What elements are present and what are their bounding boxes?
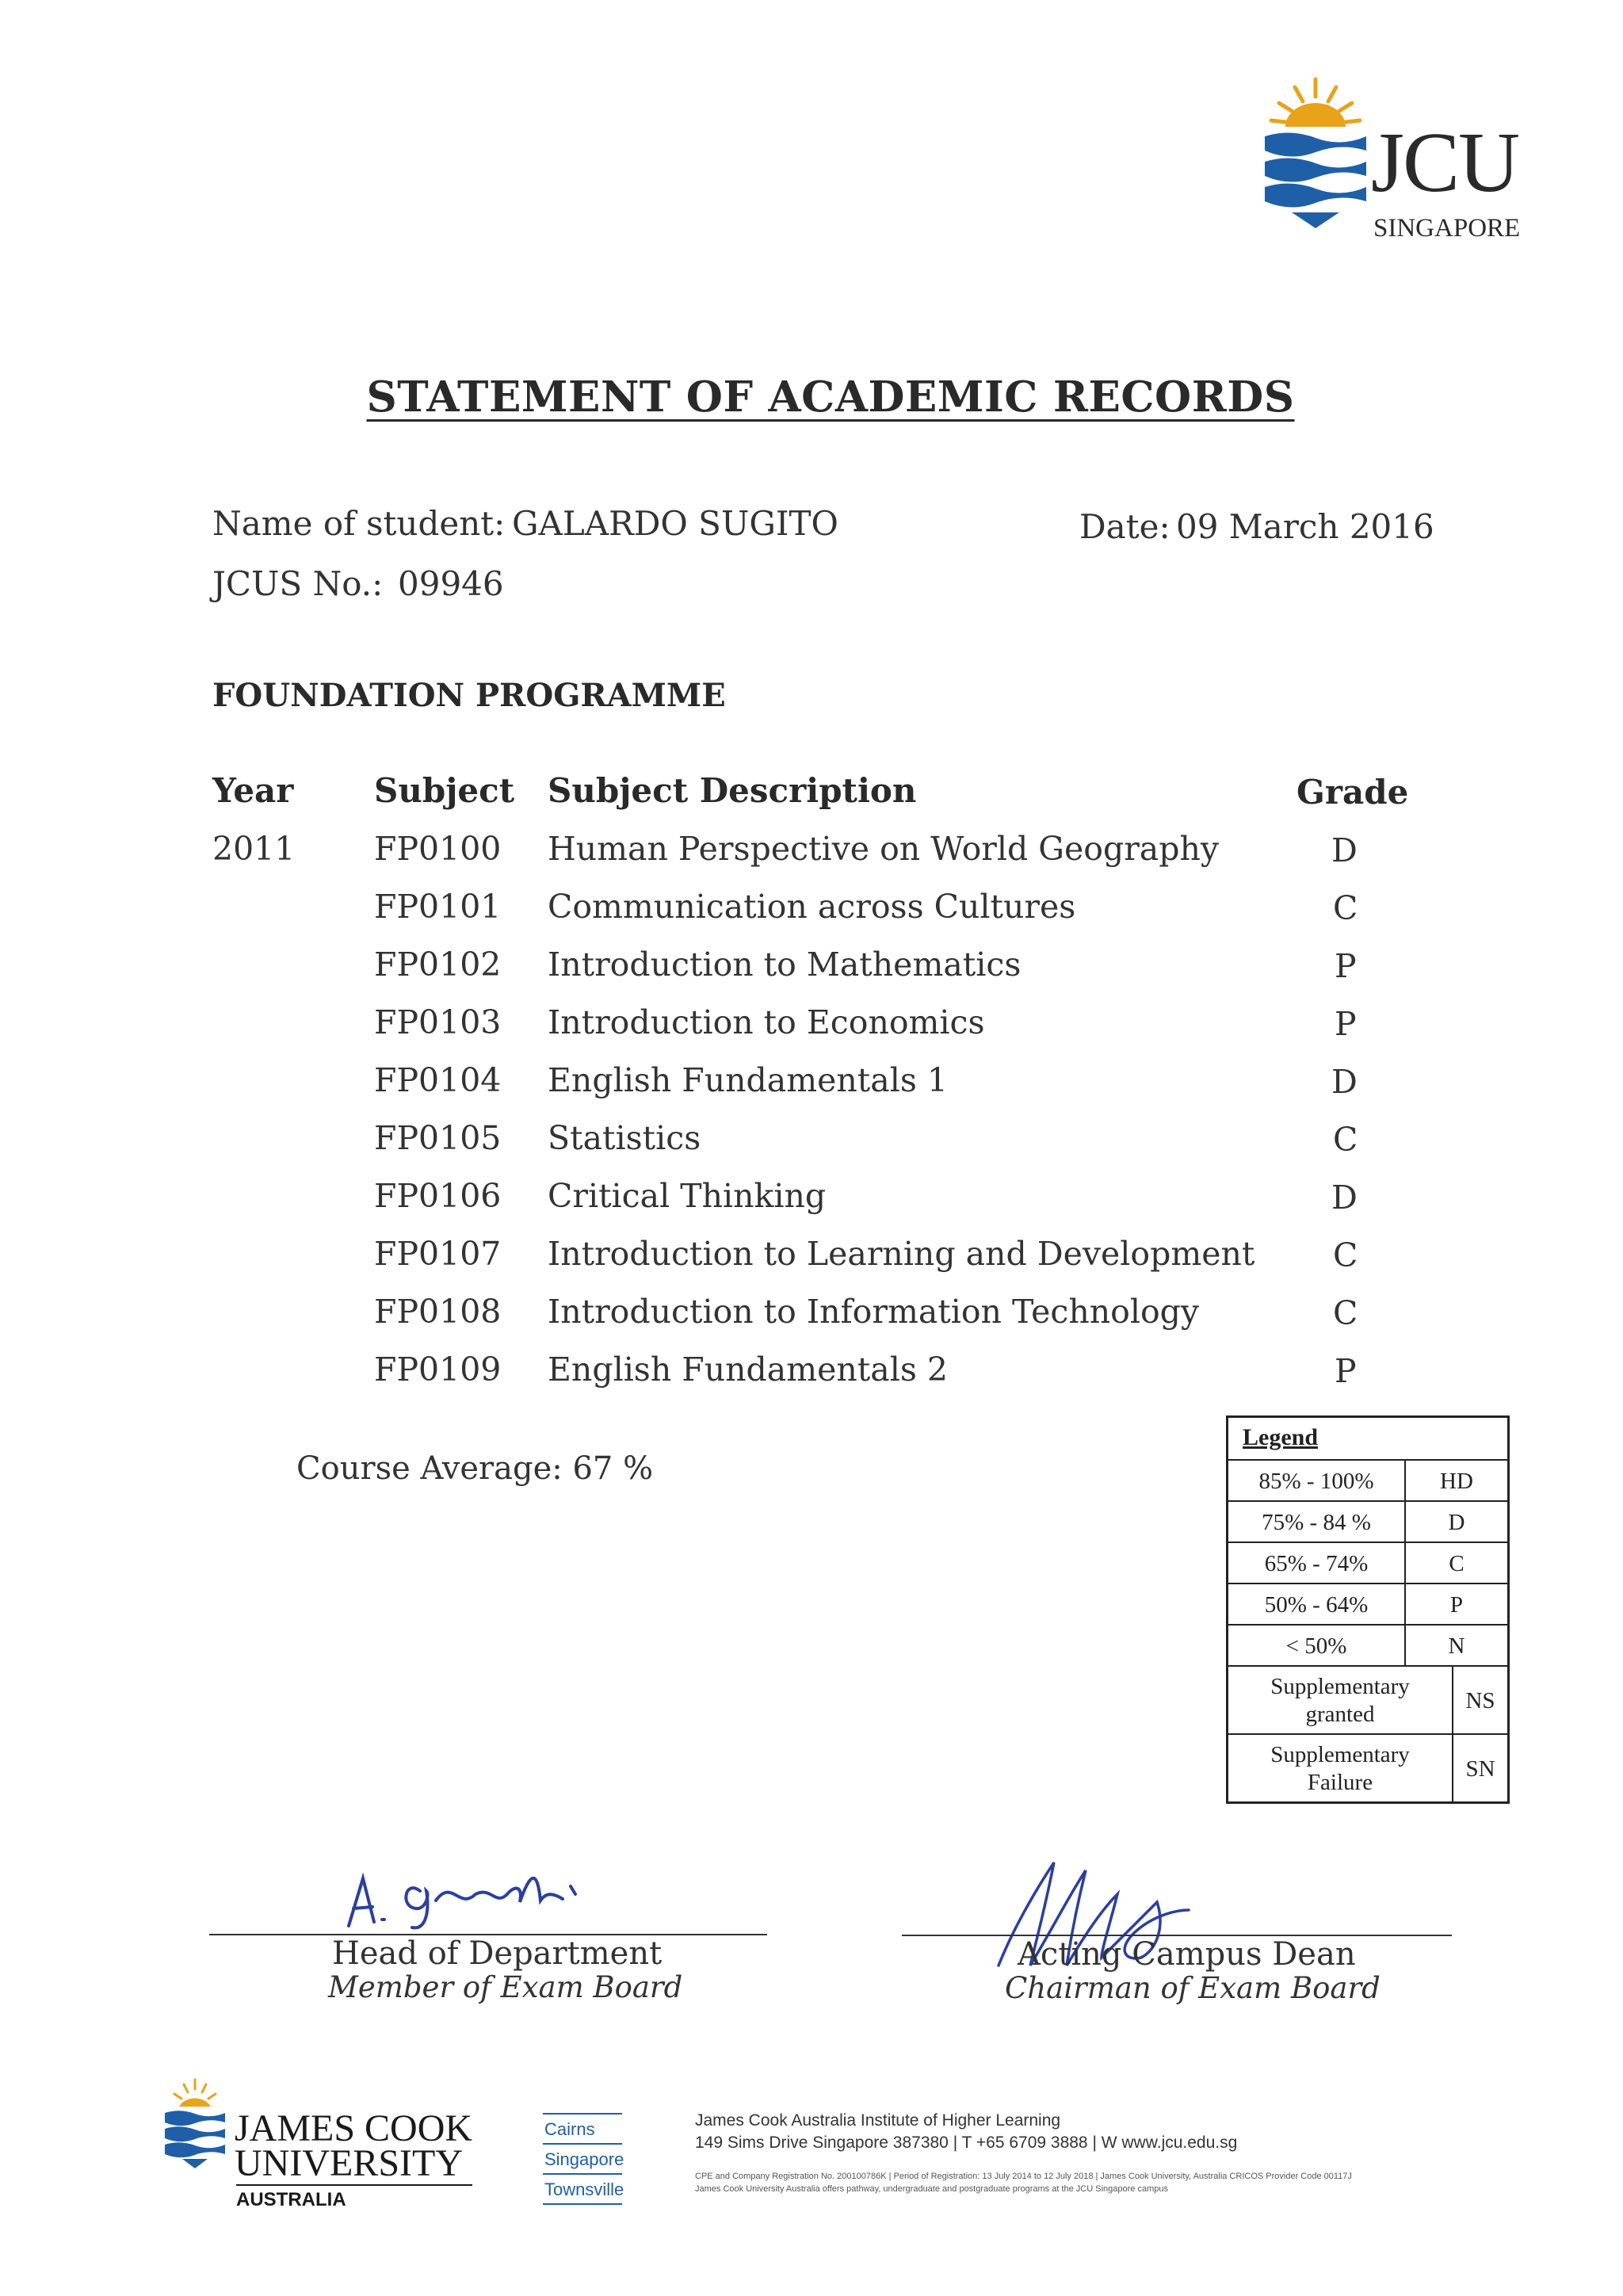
col-header-year: Year — [212, 771, 294, 810]
subject-code: FP0103 — [374, 1003, 502, 1041]
legend-row — [1228, 1541, 1507, 1584]
signature-scribble-left — [333, 1862, 618, 1934]
subject-description: Statistics — [548, 1119, 701, 1157]
year-cell: 2011 — [212, 830, 296, 868]
student-id: 09946 — [398, 564, 504, 603]
jcu-emblem-icon — [163, 2076, 227, 2187]
subject-description: Introduction to Information Technology — [548, 1293, 1200, 1331]
legend-range: 50% - 64% — [1228, 1584, 1406, 1626]
left-signatory-board: Member of Exam Board — [328, 1970, 683, 2004]
subject-description: Introduction to Economics — [548, 1003, 985, 1041]
legend-grade: C — [1449, 1550, 1465, 1576]
date-label: Date: — [1079, 507, 1170, 546]
programs-note: James Cook University Australia offers pathway, undergraduate and postgraduate programs at the JCU Singapore campus — [695, 2184, 1168, 2194]
subject-description: Human Perspective on World Geography — [548, 830, 1220, 868]
legend-row — [1228, 1733, 1507, 1803]
campus-list — [543, 2113, 622, 2205]
student-name: GALARDO SUGITO — [512, 504, 838, 543]
student-name-label: Name of student: — [212, 504, 506, 543]
subject-code: FP0101 — [374, 888, 502, 926]
jcu-australia-logo — [163, 2076, 480, 2211]
legend-grade: SN — [1465, 1755, 1495, 1782]
legend-row — [1228, 1459, 1507, 1502]
university-name-line1: JAMES COOK — [235, 2107, 473, 2149]
subject-code: FP0108 — [374, 1293, 502, 1331]
subject-code: FP0106 — [374, 1177, 502, 1215]
institute-address: 149 Sims Drive Singapore 387380 | T +65 6709 3888 | W www.jcu.edu.sg — [695, 2134, 1238, 2152]
subject-description: English Fundamentals 2 — [548, 1350, 948, 1389]
subject-grade: D — [1331, 1063, 1358, 1101]
legend-row — [1228, 1624, 1507, 1667]
legend-title: Legend — [1243, 1424, 1319, 1450]
subject-code: FP0109 — [374, 1350, 502, 1389]
left-signatory-role: Head of Department — [332, 1935, 663, 1972]
subject-grade: C — [1333, 1236, 1358, 1274]
subject-grade: C — [1333, 889, 1358, 927]
subject-description: Introduction to Learning and Development — [548, 1235, 1255, 1273]
subject-grade: D — [1331, 1179, 1358, 1217]
subject-code: FP0104 — [374, 1061, 502, 1099]
university-name-line2: UNIVERSITY — [235, 2142, 463, 2184]
legend-row — [1228, 1583, 1507, 1626]
legend-range: Supplementary Failure — [1228, 1735, 1453, 1803]
institute-name: James Cook Australia Institute of Higher Learning — [695, 2111, 1061, 2130]
subject-description: Communication across Cultures — [548, 888, 1076, 926]
registration-note: CPE and Company Registration No. 200100786K | Period of Registration: 13 July 2014 to 12 July 2018 | James Cook University, Australia CRICOS Provider Code 00117J — [695, 2172, 1352, 2181]
col-header-description: Subject Description — [548, 771, 917, 810]
subject-code: FP0100 — [374, 830, 502, 868]
subject-description: Critical Thinking — [548, 1177, 827, 1215]
subject-grade: P — [1335, 1352, 1357, 1390]
subject-grade: P — [1335, 1005, 1357, 1043]
university-country: AUSTRALIA — [236, 2189, 346, 2210]
logo-subtitle: SINGAPORE — [1373, 214, 1521, 243]
legend-grade: HD — [1440, 1468, 1473, 1494]
page-title: STATEMENT OF ACADEMIC RECORDS — [366, 372, 1295, 422]
legend-grade: D — [1448, 1509, 1465, 1535]
campus-cairns: Cairns — [544, 2119, 595, 2139]
legend-range: 85% - 100% — [1228, 1461, 1406, 1502]
jcu-singapore-logo — [1260, 73, 1529, 247]
subject-description: Introduction to Mathematics — [548, 946, 1022, 984]
jcu-emblem-icon — [1260, 73, 1371, 247]
student-id-label: JCUS No.: — [212, 564, 384, 603]
subject-grade: D — [1331, 831, 1358, 869]
col-header-grade: Grade — [1296, 773, 1409, 812]
campus-singapore: Singapore — [544, 2149, 624, 2169]
right-signatory-role: Acting Campus Dean — [1018, 1936, 1356, 1973]
logo-wordmark: JCU — [1371, 116, 1519, 210]
subject-grade: C — [1333, 1294, 1358, 1332]
legend-range: < 50% — [1228, 1626, 1406, 1667]
subject-grade: C — [1333, 1121, 1358, 1159]
course-average: Course Average: 67 % — [296, 1450, 654, 1487]
subject-code: FP0102 — [374, 946, 502, 984]
campus-rule — [543, 2203, 622, 2205]
legend-range: 65% - 74% — [1228, 1543, 1406, 1584]
grade-legend — [1226, 1415, 1510, 1804]
legend-range: Supplementary granted — [1228, 1667, 1453, 1735]
col-header-subject: Subject — [374, 771, 515, 810]
right-signatory-board: Chairman of Exam Board — [1005, 1971, 1381, 2005]
programme-heading: FOUNDATION PROGRAMME — [212, 677, 726, 714]
legend-grade: P — [1449, 1591, 1464, 1618]
subject-description: English Fundamentals 1 — [548, 1061, 948, 1099]
campus-townsville: Townsville — [544, 2179, 624, 2199]
head-of-department-signature — [333, 1862, 618, 1934]
legend-row — [1228, 1665, 1507, 1735]
legend-row — [1228, 1500, 1507, 1543]
subject-code: FP0105 — [374, 1119, 502, 1157]
legend-grade: N — [1448, 1633, 1465, 1659]
subject-grade: P — [1335, 947, 1357, 985]
legend-range: 75% - 84 % — [1228, 1502, 1406, 1543]
legend-grade: NS — [1465, 1687, 1495, 1713]
subject-code: FP0107 — [374, 1235, 502, 1273]
logo-divider — [236, 2184, 472, 2186]
date-value: 09 March 2016 — [1176, 507, 1434, 546]
